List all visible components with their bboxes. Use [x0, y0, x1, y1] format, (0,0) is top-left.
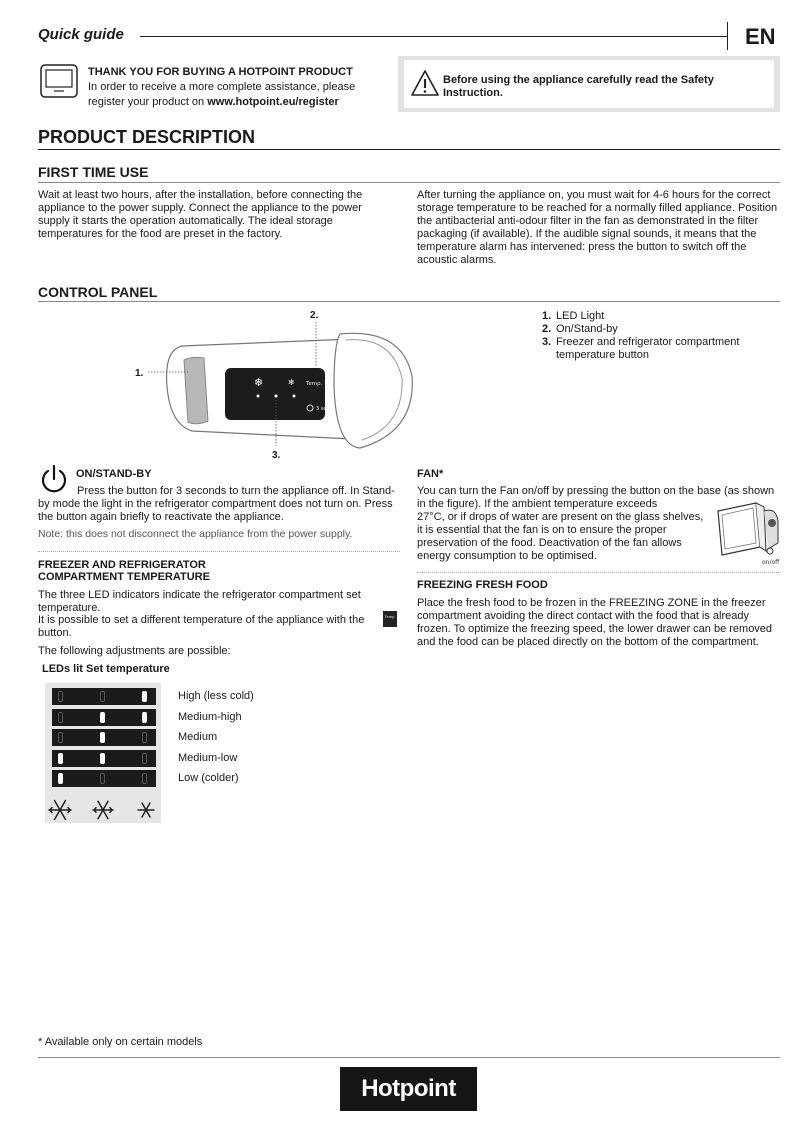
footnote: * Available only on certain models: [38, 1036, 203, 1048]
led-lit: [100, 712, 105, 723]
freezer-temp-text2-end: button.: [38, 627, 72, 639]
thank-you-message: [88, 65, 388, 110]
on-standby-text: Press the button for 3 seconds to turn the appliance off. In Stand-by mode the light in the refrigerator compartment does not turn on. Press the button again briefly to reactivate the appliance.: [38, 485, 395, 523]
fan-figure-label: on/off: [762, 559, 780, 566]
on-standby-note: Note: this does not disconnect the appliance from the power supply.: [38, 528, 353, 540]
thank-you-line2: register your product on: [88, 96, 208, 108]
footer-rule: [38, 1057, 780, 1058]
led-unlit: [142, 753, 147, 764]
register-link[interactable]: www.hotpoint.eu/register: [207, 96, 339, 108]
first-time-use-right-text: After turning the appliance on, you must wait for 4-6 hours for the correct storage temperature to be reached for a normally filled appliance. Position the antibacterial anti-odour filter in the fan as demonstrated in the filter packaging (if available). If the audible signal sounds, it means that the temperature alarm has intervened: press the button to switch off the acoustic alarms.: [417, 189, 778, 266]
freezer-temp-text3: The following adjustments are possible:: [38, 645, 231, 657]
callout-3: 3.: [272, 450, 281, 461]
led-row: [52, 729, 156, 746]
led-setting-label: Medium-high: [178, 710, 242, 723]
led-unlit: [58, 691, 63, 702]
quick-guide-title: Quick guide: [38, 26, 124, 43]
led-lit: [142, 691, 147, 702]
dotted-divider: [38, 551, 400, 552]
led-table-header: LEDs lit Set temperature: [42, 663, 170, 675]
led-unlit: [58, 732, 63, 743]
safety-warning-text: Before using the appliance carefully read the Safety Instruction.: [443, 74, 714, 99]
temp-button-icon: Temp.: [383, 611, 397, 627]
control-panel-illustration: [130, 306, 430, 464]
fan-heading: FAN*: [417, 468, 444, 480]
warning-triangle-icon: [410, 68, 440, 98]
led-row: [52, 709, 156, 726]
led-unlit: [142, 732, 147, 743]
led-row: [52, 770, 156, 787]
panel-fan-label: 3 sec: [316, 406, 330, 412]
fan-text2: 27°C, or if drops of water are present on the glass shelves, it is essential that the fan is on to ensure the proper preservation of the food. Deactivation of the fan allows energy consumption to be optimised.: [417, 511, 704, 562]
led-lit: [58, 753, 63, 764]
led-row: [52, 688, 156, 705]
led-row: [52, 750, 156, 767]
monitor-icon: [40, 64, 80, 102]
led-setting-label: Medium: [178, 731, 218, 743]
freezer-temp-text1: The three LED indicators indicate the refrigerator compartment set temperature.: [38, 589, 361, 614]
safety-warning-box: [398, 56, 780, 112]
on-standby-heading: ON/STAND-BY: [76, 468, 152, 480]
freezer-temp-heading: FREEZER AND REFRIGERATOR COMPARTMENT TEMPERATURE: [38, 559, 210, 583]
led-setting-label: High (less cold): [178, 690, 254, 702]
legend-item: 3. Freezer and refrigerator compartment temperature button: [542, 336, 740, 361]
led-unlit: [100, 773, 105, 784]
callout-1: 1.: [135, 368, 144, 379]
callout-2: 2.: [310, 310, 319, 321]
control-panel-legend: [542, 310, 772, 362]
legend-item: 1. LED Light: [542, 310, 605, 322]
hotpoint-logo: Hotpoint: [340, 1067, 477, 1111]
panel-temp-label: Temp.: [306, 381, 323, 387]
first-time-use-heading: FIRST TIME USE: [38, 164, 149, 180]
led-setting-label: Medium-low: [178, 751, 238, 764]
freezing-text: Place the fresh food to be frozen in the FREEZING ZONE in the freezer compartment avoiding the direct contact with the food that is already frozen. To optimize the freezing speed, the lower drawer can be removed and the food can be placed directly on the bottom of the compartment.: [417, 597, 773, 648]
led-lit: [142, 712, 147, 723]
led-lit: [100, 732, 105, 743]
svg-text:❄: ❄: [288, 378, 295, 387]
dotted-divider: [417, 572, 779, 573]
header-rule: [140, 36, 728, 37]
led-lit: [58, 773, 63, 784]
led-lit: [100, 753, 105, 764]
svg-text:❄: ❄: [254, 376, 264, 389]
first-time-use-left-text: Wait at least two hours, after the installation, before connecting the appliance to the power supply. Connect the appliance to the power supply it starts the operation automatically. The ideal storage temperatures for the food are preset in the factory.: [38, 189, 363, 240]
fan-figure: [712, 497, 782, 567]
led-unlit: [58, 712, 63, 723]
header-divider: [727, 22, 728, 50]
control-panel-heading: CONTROL PANEL: [38, 284, 158, 300]
led-unlit: [142, 773, 147, 784]
thank-you-line1: In order to receive a more complete assistance, please: [88, 81, 356, 93]
first-time-use-rule: [38, 182, 780, 183]
led-unlit: [100, 691, 105, 702]
thank-you-title: THANK YOU FOR BUYING A HOTPOINT PRODUCT: [88, 66, 353, 78]
fan-text1: You can turn the Fan on/off by pressing the button on the base (as shown in the figure). If the ambient temperature exceeds: [417, 485, 775, 510]
product-description-heading: PRODUCT DESCRIPTION: [38, 127, 256, 147]
led-setting-label: Low (colder): [178, 772, 239, 784]
control-panel-rule: [38, 301, 780, 302]
language-code: EN: [745, 24, 776, 49]
freezing-heading: FREEZING FRESH FOOD: [417, 579, 548, 591]
section-rule: [38, 149, 780, 150]
freezer-temp-text2: It is possible to set a different temperature of the appliance with the: [38, 614, 365, 626]
legend-item: 2. On/Stand-by: [542, 323, 618, 335]
snowflake-icons: [45, 797, 161, 823]
